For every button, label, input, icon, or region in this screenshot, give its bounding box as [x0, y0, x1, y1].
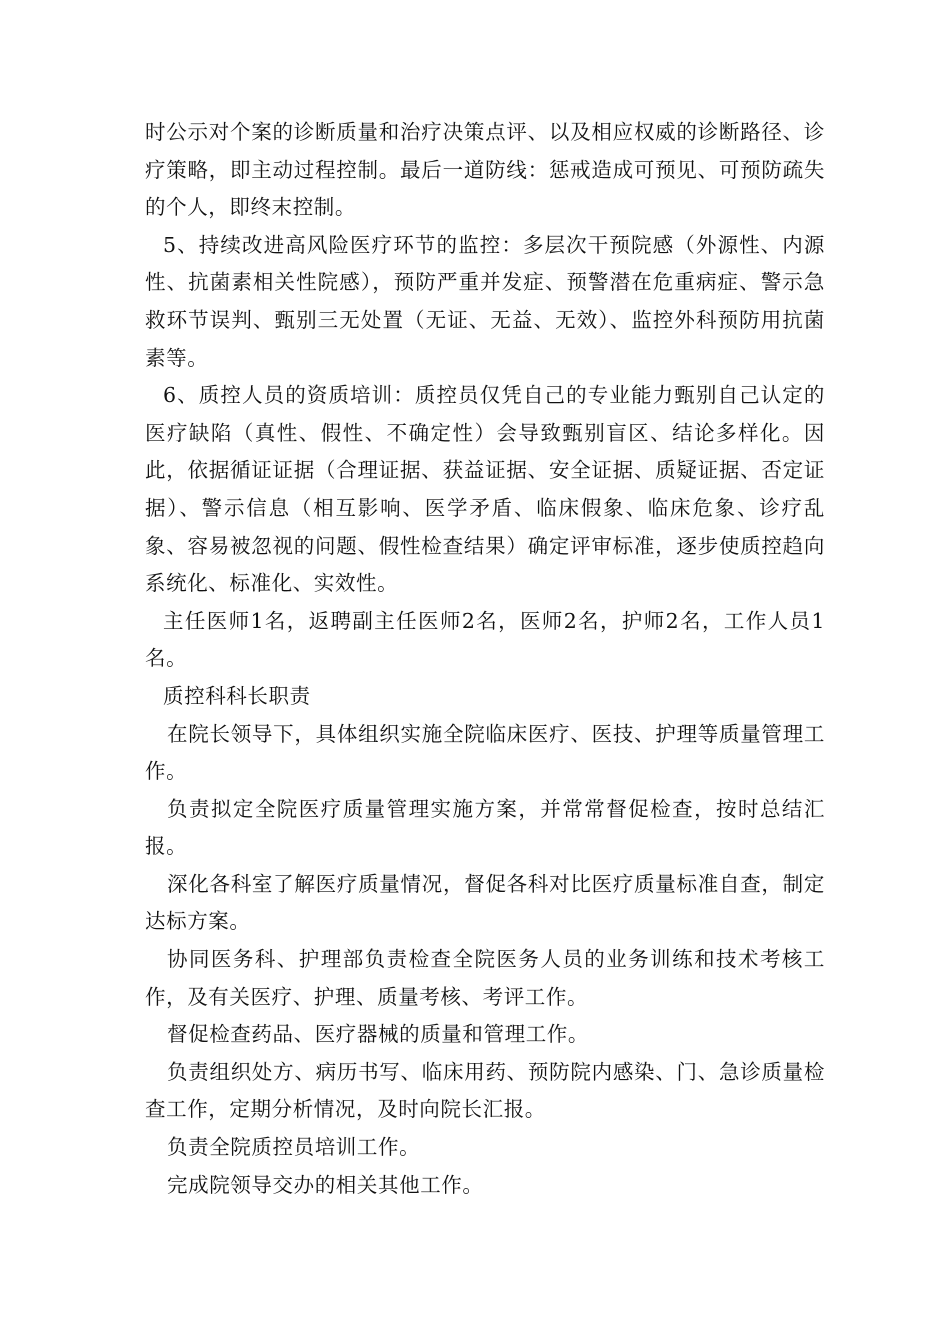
paragraph-item-5: 5、持续改进高风险医疗环节的监控：多层次干预院感（外源性、内源性、抗菌素相关性院感），预防严重并发症、预警潜在危重病症、警示急救环节误判、甄别三无处置（无证、无益、无效）、监控外科预防用抗菌素等。 — [145, 232, 825, 370]
section-heading-director-duties: 质控科科长职责 — [163, 683, 311, 708]
paragraph-duty-5: 督促检查药品、医疗器械的质量和管理工作。 — [167, 1022, 589, 1047]
paragraph-staffing: 主任医师1名，返聘副主任医师2名，医师2名，护师2名，工作人员1名。 — [145, 608, 825, 671]
document-body — [145, 114, 825, 1204]
paragraph-duty-6: 负责组织处方、病历书写、临床用药、预防院内感染、门、急诊质量检查工作，定期分析情况，及时向院长汇报。 — [145, 1059, 825, 1122]
paragraph-duty-2: 负责拟定全院医疗质量管理实施方案，并常常督促检查，按时总结汇报。 — [145, 796, 825, 859]
paragraph-process-control: 时公示对个案的诊断质量和治疗决策点评、以及相应权威的诊断路径、诊疗策略，即主动过程控制。最后一道防线：惩戒造成可预见、可预防疏失的个人，即终末控制。 — [145, 120, 825, 220]
paragraph-duty-4: 协同医务科、护理部负责检查全院医务人员的业务训练和技术考核工作，及有关医疗、护理、质量考核、考评工作。 — [145, 947, 825, 1009]
paragraph-duty-7: 负责全院质控员培训工作。 — [167, 1135, 421, 1160]
paragraph-item-6: 6、质控人员的资质培训：质控员仅凭自己的专业能力甄别自己认定的医疗缺陷（真性、假性、不确定性）会导致甄别盲区、结论多样化。因此，依据循证证据（合理证据、获益证据、安全证据、质疑证据、否定证据）、警示信息（相互影响、医学矛盾、临床假象、临床危象、诊疗乱象、容易被忽视的问题、假性检查结果）确定评审标准，逐步使质控趋向系统化、标准化、实效性。 — [145, 383, 825, 596]
paragraph-duty-1: 在院长领导下，具体组织实施全院临床医疗、医技、护理等质量管理工作。 — [145, 721, 825, 784]
paragraph-duty-3: 深化各科室了解医疗质量情况，督促各科对比医疗质量标准自查，制定达标方案。 — [145, 871, 825, 934]
paragraph-duty-8: 完成院领导交办的相关其他工作。 — [167, 1172, 484, 1197]
